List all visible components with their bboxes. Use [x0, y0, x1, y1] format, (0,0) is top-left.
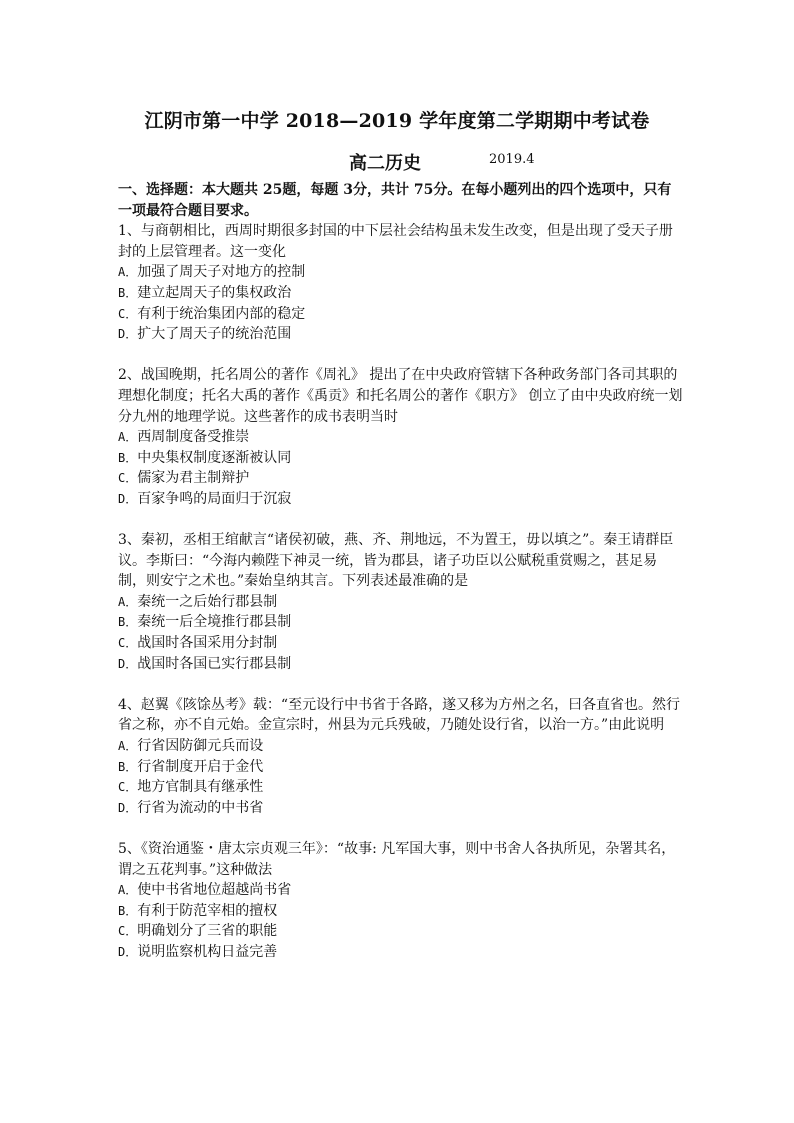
- question-item: [118, 365, 683, 509]
- question-item: [118, 839, 683, 963]
- answer-option: [118, 654, 683, 675]
- option-text: 中央集权制度逐渐被认同: [137, 449, 292, 466]
- option-letter: C．: [118, 471, 138, 486]
- answer-option: [118, 921, 683, 942]
- question-item: [118, 695, 683, 819]
- exam-title: 江阴市第一中学 2018—2019 学年度第二学期期中考试卷: [144, 110, 650, 132]
- option-letter: B．: [118, 615, 138, 630]
- option-text: 地方官制具有继承性: [137, 779, 264, 796]
- option-text: 儒家为君主制辩护: [137, 470, 250, 487]
- option-letter: A．: [118, 739, 138, 754]
- answer-option: [118, 324, 683, 345]
- option-letter: C．: [118, 636, 138, 651]
- question-stem: 3、秦初，丞相王绾献言“诸侯初破，燕、齐、荆地远，不为置王，毋以填之”。秦王请群臣议。李斯曰：“今海内赖陛下神灵一统，皆为郡县，诸子功臣以公赋税重赏赐之，甚足易制，则安宁之术也。”秦始皇纳其言。下列表述最准确的是: [118, 532, 674, 590]
- answer-option: [118, 757, 683, 778]
- answer-option: [118, 262, 683, 283]
- option-letter: C．: [118, 924, 138, 939]
- option-text: 加强了周天子对地方的控制: [137, 264, 306, 281]
- option-letter: A．: [118, 594, 138, 609]
- option-text: 百家争鸣的局面归于沉寂: [137, 490, 292, 507]
- option-text: 扩大了周天子的统治范围: [137, 326, 292, 343]
- option-letter: A．: [118, 430, 138, 445]
- option-letter: B．: [118, 285, 138, 300]
- option-text: 西周制度备受推崇: [137, 429, 250, 446]
- option-text: 有利于防范宰相的擅权: [137, 902, 278, 919]
- option-letter: D．: [118, 800, 138, 815]
- answer-option: [118, 880, 683, 901]
- answer-option: [118, 798, 683, 819]
- option-letter: D．: [118, 656, 138, 671]
- answer-option: [118, 777, 683, 798]
- answer-option: [118, 304, 683, 325]
- option-letter: B．: [118, 450, 138, 465]
- answer-option: [118, 427, 683, 448]
- option-letter: B．: [118, 903, 138, 918]
- exam-subtitle: [0, 149, 794, 173]
- option-text: 秦统一后全境推行郡县制: [137, 614, 292, 631]
- option-letter: C．: [118, 306, 138, 321]
- option-letter: A．: [118, 265, 138, 280]
- option-text: 说明监察机构日益完善: [137, 943, 278, 960]
- option-text: 战国时各国已实行郡县制: [137, 655, 292, 672]
- option-text: 秦统一之后始行郡县制: [137, 593, 278, 610]
- option-letter: D．: [118, 327, 138, 342]
- option-text: 有利于统治集团内部的稳定: [137, 305, 306, 322]
- answer-option: [118, 283, 683, 304]
- question-stem: 4、赵翼《陔馀丛考》载：“至元设行中书省于各路，遂又移为方州之名，曰各直省也。然行省之称，亦不自元始。金宣宗时，州县为元兵残破，乃随处设行省，以治一方。”由此说明: [118, 696, 681, 734]
- question-item: [118, 530, 683, 674]
- question-stem: 1、与商朝相比，西周时期很多封国的中下层社会结构虽未发生改变，但是出现了受天子册封的上层管理者。这一变化: [118, 223, 673, 260]
- exam-content: [118, 180, 683, 963]
- option-letter: A．: [118, 883, 138, 898]
- answer-option: [118, 612, 683, 633]
- option-text: 建立起周天子的集权政治: [137, 284, 292, 301]
- answer-option: [118, 489, 683, 510]
- exam-date: 2019.4: [489, 152, 535, 167]
- question-stem: 5、《资治通鉴・唐太宗贞观三年》：“故事: 凡军国大事，则中书舍人各执所见，杂署其名，谓之五花判事。”这种做法: [118, 841, 676, 878]
- answer-option: [118, 468, 683, 489]
- section-header: 一、选择题：本大题共 25题，每题 3分，共计 75分。在每小题列出的四个选项中，只有一项最符合题目要求。: [118, 182, 672, 219]
- subject-label: 高二历史: [349, 153, 421, 174]
- option-letter: B．: [118, 759, 138, 774]
- answer-option: [118, 592, 683, 613]
- option-text: 行省因防御元兵而设: [137, 738, 264, 755]
- question-item: [118, 221, 683, 345]
- question-list: [118, 221, 683, 962]
- option-text: 行省制度开启于金代: [137, 758, 264, 775]
- option-text: 明确划分了三省的职能: [137, 923, 278, 940]
- option-letter: D．: [118, 944, 138, 959]
- option-text: 行省为流动的中书省: [137, 799, 264, 816]
- answer-option: [118, 901, 683, 922]
- answer-option: [118, 448, 683, 469]
- answer-option: [118, 942, 683, 963]
- question-stem: 2、战国晚期，托名周公的著作《周礼》 提出了在中央政府管辖下各种政务部门各司其职的理想化制度；托名大禹的著作《禹贡》和托名周公的著作《职方》 创立了由中央政府统一划分九州的地理学说。这些著作的成书表明当时: [118, 367, 683, 425]
- option-letter: D．: [118, 491, 138, 506]
- option-text: 使中书省地位超越尚书省: [137, 882, 292, 899]
- option-letter: C．: [118, 780, 138, 795]
- option-text: 战国时各国采用分封制: [137, 635, 278, 652]
- answer-option: [118, 633, 683, 654]
- answer-option: [118, 736, 683, 757]
